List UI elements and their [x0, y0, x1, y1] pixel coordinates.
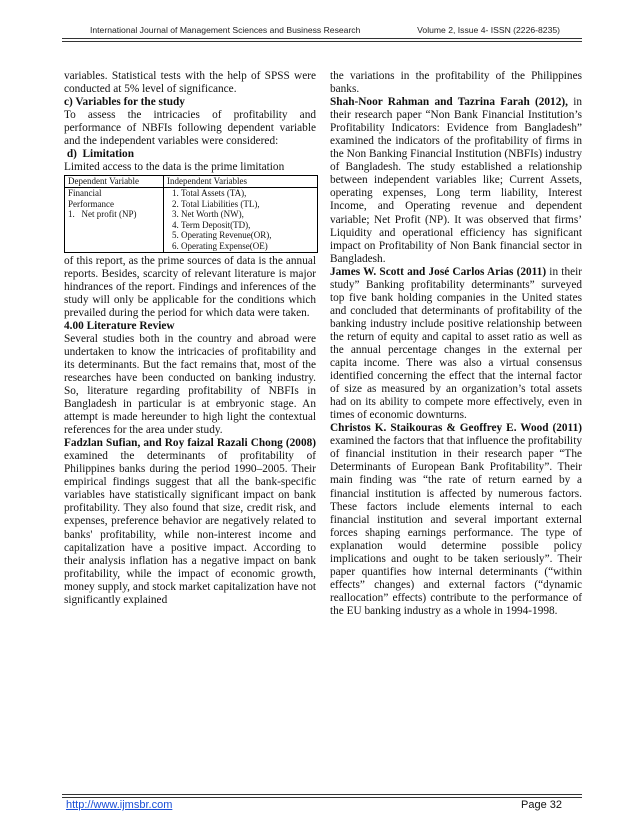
table-header-row: [65, 176, 318, 188]
paragraph: the variations in the profitability of the Philippines banks.: [330, 70, 582, 96]
citation-text: in their research paper “Non Bank Financial Institution’s Profitability Indicators: Evidence from Bangladesh” examined the indicators of the profitability of firms in the Non Banking Financial Institution (NBFIs) industry of Bangladesh. The study established a relationship between independent variables like; Current Assets, operating expenses, Long term liability, Interest Income, and Operating revenue and dependent variable; Net Profit (NP). It was observed that firms’ Liquidity and operational efficiency has significant impact on Profitability of Non Bank financial sector in Bangladesh.: [330, 96, 582, 265]
paragraph: To assess the intricacies of profitability and performance of NBFIs following dependent variable and the independent variables were considered:: [64, 109, 316, 148]
running-header: [62, 22, 582, 38]
paragraph: [330, 96, 582, 266]
section-heading-literature: 4.00 Literature Review: [64, 319, 175, 332]
list-item: 6. Operating Expense(OE): [181, 241, 314, 252]
citation-text: examined the factors that that influence the profitability of financial institution in their research paper “The Determinants of European Bank Profitability”. Their main finding was “the rate of return earned by a financial institution is affected by numerous factors. These factors include elements internal to each financial institution and several important external forces shaping earnings performance. The type of explanation would determine possible policy implications and ought to be taken seriously”. Their paper quantifies how internal determinants (“within effects” changes) and external factors (“dynamic reallocation” effects) contribute to the performance of the EU banking industry as a whole in 1994-1998.: [330, 435, 582, 617]
issue-info: Volume 2, Issue 4- ISSN (2226-8235): [417, 25, 560, 35]
list-item: 1. Total Assets (TA),: [181, 188, 314, 199]
citation-text: in their study” Banking profitability determinants” surveyed top five bank holding companies in the United states and concluded that determinants of profitability of the banking industry include positive relationship between the return of equity and capital to asset ratio as well as the annual percentage changes in the external per capita income. There was also a virtual consensus identified concerning the effect that the internal factor of size as measured by an organization’s total assets had on its ability to compete more effectively, even in times of economic downturns.: [330, 265, 583, 422]
dependent-cell: [65, 187, 164, 252]
paragraph: variables. Statistical tests with the help of SPSS were conducted at 5% level of significance.: [64, 70, 316, 96]
list-item: 2. Total Liabilities (TL),: [181, 199, 314, 210]
paragraph: of this report, as the prime sources of data is the annual reports. Besides, scarcity of relevant literature is major hindrances of the report. Findings and inferences of the study will only be applicable for the conditions which prevailed during the period for which data were taken.: [64, 254, 316, 319]
dependent-line: Performance: [68, 198, 114, 209]
left-column: [64, 70, 316, 607]
independent-list: [167, 188, 314, 252]
paragraph: Limited access to the data is the prime limitation: [64, 161, 285, 174]
section-heading-variables: c) Variables for the study: [64, 96, 185, 109]
table-header-dependent: Dependent Variable: [65, 176, 164, 188]
citation-authors: Christos K. Staikouras & Geoffrey E. Wood (2011): [330, 422, 582, 435]
list-item: 5. Operating Revenue(OR),: [181, 230, 314, 241]
citation-text: examined the determinants of profitability of Philippines banks during the period 1990–2005. Their empirical findings suggest that all the bank-specific variables have statistically significant impact on bank profitability. They also found that size, credit risk, and expenses, preference behavior are negatively related to banks' profitability, while non-interest income and capitalization have a positive impact. According to their analysis inflation has a negative impact on bank profitability, while the impact of economic growth, money supply, and stock market capitalization have not significantly explained: [64, 450, 316, 606]
list-item: 3. Net Worth (NW),: [181, 209, 314, 220]
citation-authors: Fadzlan Sufian, and Roy faizal Razali Chong (2008): [64, 437, 316, 450]
table-header-independent: Independent Variables: [164, 176, 318, 188]
paragraph: [64, 437, 316, 607]
journal-title: International Journal of Management Sciences and Business Research: [90, 25, 361, 35]
variables-table: [64, 175, 318, 252]
page-number: Page 32: [521, 799, 562, 811]
citation-authors: Shah-Noor Rahman and Tazrina Farah (2012),: [330, 96, 568, 109]
paragraph: [330, 266, 582, 423]
dependent-line: 1. Net profit (NP): [68, 209, 137, 220]
right-column: [330, 70, 582, 618]
journal-url-link[interactable]: http://www.ijmsbr.com: [66, 799, 173, 811]
list-item: 4. Term Deposit(TD),: [181, 220, 314, 231]
independent-cell: [164, 187, 318, 252]
header-rule: [62, 38, 582, 42]
footer-rule: [62, 794, 582, 798]
paragraph: [330, 422, 582, 618]
citation-authors: James W. Scott and José Carlos Arias (2011): [330, 265, 547, 278]
section-heading-limitation: d) Limitation: [64, 148, 134, 161]
paragraph: Several studies both in the country and abroad were undertaken to know the intricacies of profitability and its determinants. But the fact remains that, most of the researches have been conducted on banking industry. So, literature regarding profitability of NBFIs in Bangladesh in particular is at embryonic stage. An attempt is made hereunder to high light the contextual references for the area under study.: [64, 332, 316, 437]
table-row: [65, 187, 318, 252]
dependent-line: Financial: [68, 187, 102, 198]
